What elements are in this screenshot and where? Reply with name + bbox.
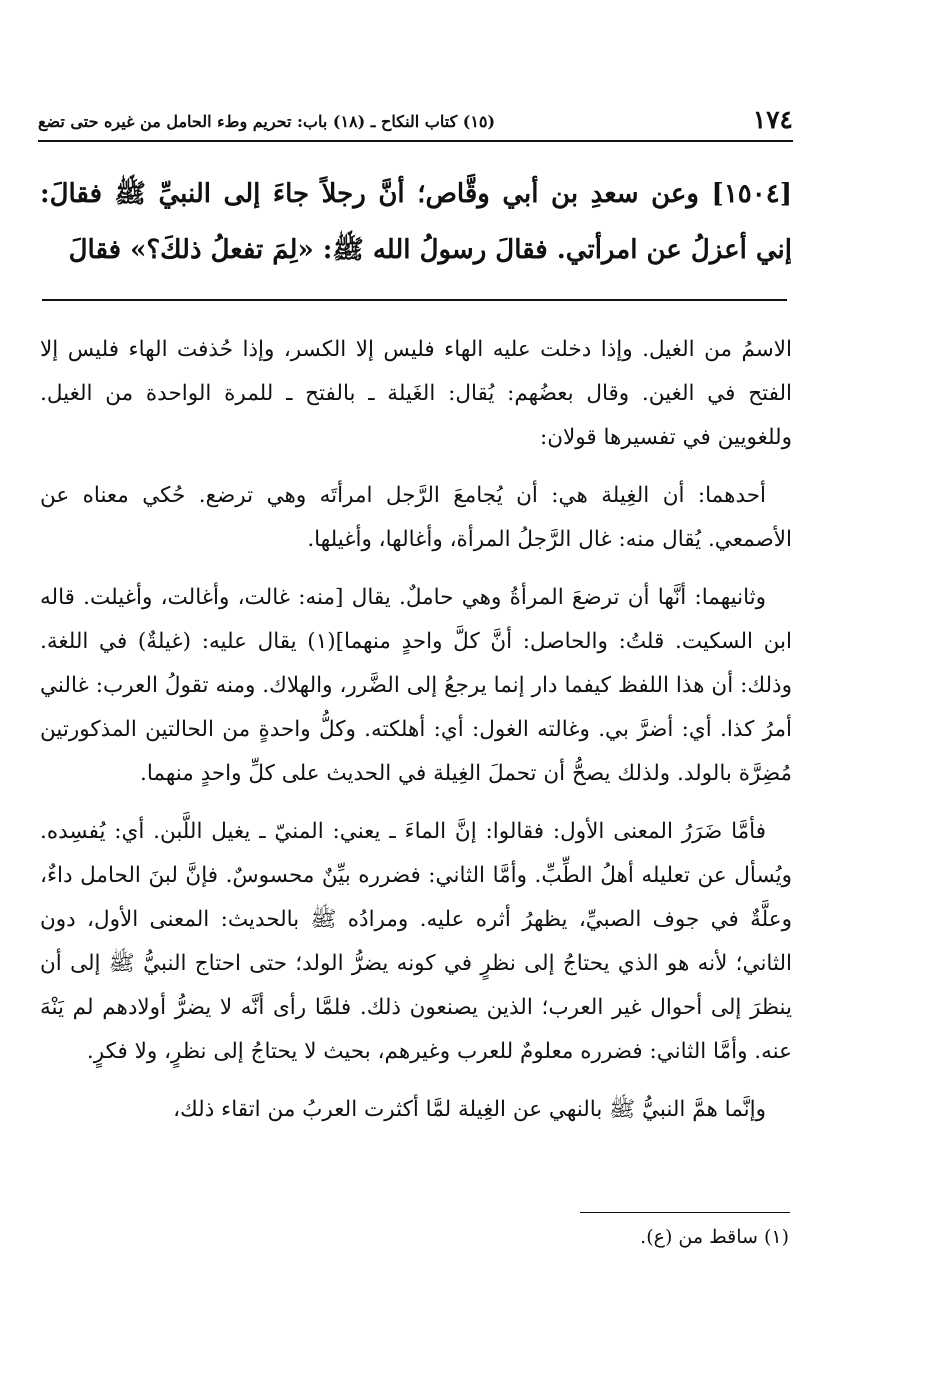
commentary-paragraph-2: أحدهما: أن الغِيلة هي: أن يُجامعَ الرَّجل امرأتَه وهي ترضع. حُكي معناه عن الأصمعي. يُقال منه: غال الرَّجلُ المرأة، وأغالها، وأغيلها. xyxy=(40,483,792,552)
commentary-block xyxy=(40,328,792,1146)
commentary-paragraph-3: وثانيهما: أنَّها أن ترضعَ المرأةُ وهي حاملٌ. يقال [منه: غالت، وأغالت، وأغيلت. قاله ابن السكيت. قلتُ: والحاصل: أنَّ كلَّ واحدٍ منهما](١) يقال عليه: (غيلةٌ) في اللغة. وذلك: أن هذا اللفظ كيفما دار إنما يرجعُ إلى الضَّرر، والهلاك. ومنه تقولُ العرب: غالني أمرُ كذا. أي: أضرَّ بي. وغالته الغول: أي: أهلكته. وكلُّ واحدةٍ من الحالتين المذكورتين مُضِرَّة بالولد. ولذلك يصحُّ أن تحملَ الغِيلة في الحديث على كلِّ واحدٍ منهما. xyxy=(40,585,792,786)
page-number: ١٧٤ xyxy=(752,105,793,134)
commentary-paragraph-1: الاسمُ من الغيل. وإذا دخلت عليه الهاء فليس إلا الكسر، وإذا حُذفت الهاء فليس إلا الفتح في الغين. وقال بعضُهم: يُقال: الغَيلة ـ بالفتح ـ للمرة الواحدة من الغيل. وللغويين في تفسيرها قولان: xyxy=(40,337,792,450)
running-header xyxy=(38,100,793,142)
commentary-paragraph-5: وإنَّما همَّ النبيُّ ﷺ بالنهي عن الغِيلة لمَّا أكثرت العربُ من اتقاء ذلك، xyxy=(173,1097,766,1122)
main-divider xyxy=(42,299,787,301)
footnote: (١) ساقط من (ع). xyxy=(640,1226,789,1248)
hadith-text: [١٥٠٤] وعن سعدِ بن أبي وقَّاص؛ أنَّ رجلاً جاءَ إلى النبيِّ ﷺ فقالَ: إني أعزلُ عن امرأتي. فقالَ رسولُ الله ﷺ: «لِمَ تفعلُ ذلكَ؟» فقالَ xyxy=(40,179,792,265)
commentary-paragraph-4: فأمَّا ضَرَرُ المعنى الأول: فقالوا: إنَّ الماءَ ـ يعني: المنيّ ـ يغيل اللَّبن. أي: يُفسِده. ويُسأل عن تعليله أهلُ الطِّبِّ. وأمَّا الثاني: فضرره بيِّنٌ محسوسٌ. فإنَّ لبنَ الحامل داءٌ، وعلَّةٌ في جوف الصبيِّ، يظهرُ أثره عليه. ومرادُه ﷺ بالحديث: المعنى الأول، دون الثاني؛ لأنه هو الذي يحتاجُ إلى نظرٍ في كونه يضرُّ الولد؛ حتى احتاج النبيُّ ﷺ إلى أن ينظرَ إلى أحوال غير العرب؛ الذين يصنعون ذلك. فلمَّا رأى أنَّه لا يضرُّ أولادهم لم يَنْهَ عنه. وأمَّا الثاني: فضرره معلومٌ للعرب وغيرهم، بحيث لا يحتاجُ إلى نظرٍ، ولا فكرٍ. xyxy=(40,819,792,1064)
footnote-divider xyxy=(580,1212,790,1213)
hadith-text-block xyxy=(40,166,792,278)
running-title: (١٥) كتاب النكاح ـ (١٨) باب: تحريم وطء الحامل من غيره حتى تضع xyxy=(38,112,496,131)
